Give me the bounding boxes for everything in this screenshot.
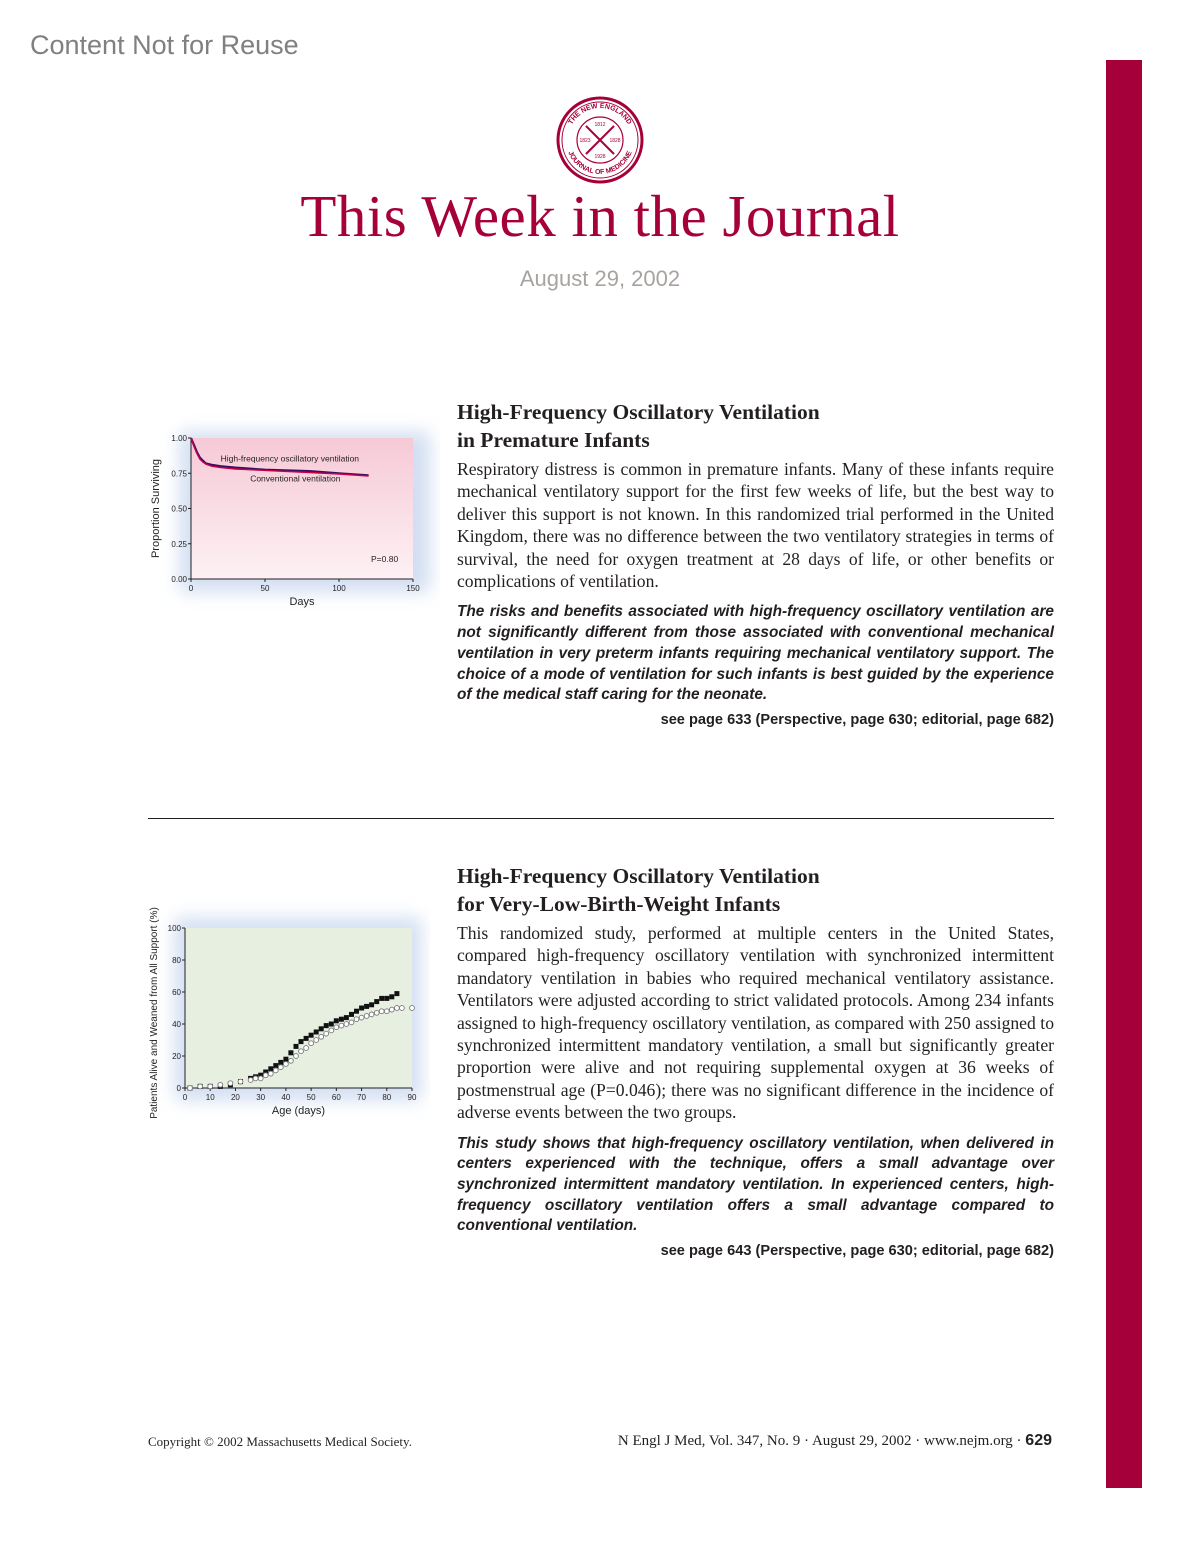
chart2-point-filled: [389, 994, 394, 999]
weaning-chart: [140, 862, 430, 1152]
chart2-y-axis-label: Patients Alive and Weaned from All Support (%): [149, 907, 160, 1119]
chart2-point-open: [218, 1082, 223, 1087]
chart2-point-open: [273, 1068, 278, 1073]
article-1-title: [457, 398, 1054, 454]
seal-year-4: 1928: [594, 154, 606, 160]
chart2-point-open: [369, 1012, 374, 1017]
chart2-point-filled: [334, 1018, 339, 1023]
chart2-point-open: [248, 1078, 253, 1083]
chart2-point-filled: [304, 1036, 309, 1041]
chart1-x-axis-label: Days: [289, 596, 315, 608]
footer-page-number: 629: [1025, 1432, 1052, 1449]
chart2-point-filled: [309, 1033, 314, 1038]
chart2-point-filled: [324, 1023, 329, 1028]
chart2-y-tick-label: 100: [167, 924, 181, 933]
chart1-y-axis-label: Proportion Surviving: [150, 458, 162, 559]
chart2-point-open: [268, 1071, 273, 1076]
chart1-x-tick-label: 50: [260, 584, 270, 593]
article-1-body: Respiratory distress is common in premature infants. Many of these infants require mechanical ventilatory support for the first few weeks of life, but the best way to deliver this support is not known. In this randomized trial performed in the United Kingdom, there was no difference between the two ventilatory strategies in terms of survival, the need for oxygen treatment at 28 days of life, or other benefits or complications of ventilation.: [457, 459, 1054, 592]
chart2-point-open: [334, 1025, 339, 1030]
chart2-x-tick-label: 60: [331, 1093, 341, 1102]
chart2-point-open: [198, 1084, 203, 1089]
article-2-summary: This study shows that high-frequency oscillatory ventilation, when delivered in centers experienced with the technique, offers a small advantage over synchronized intermittent mandatory ventilation. In experienced centers, high-frequency oscillatory ventilation offers a small advantage compared to conventional ventilation.: [457, 1134, 1054, 1235]
chart1-x-tick-label: 150: [406, 584, 420, 593]
article-2-see-page-link[interactable]: see page 643 (Perspective, page 630; editorial, page 682): [660, 1243, 1054, 1260]
chart1-x-tick-label: 0: [188, 584, 194, 593]
chart1-series-label-conventional: Conventional ventilation: [250, 473, 341, 484]
chart2-point-open: [354, 1017, 359, 1022]
section-divider: [148, 818, 1054, 819]
chart2-point-filled: [294, 1044, 299, 1049]
chart2-plot-area: [185, 928, 412, 1088]
chart2-x-tick-label: 0: [182, 1093, 188, 1102]
chart2-point-open: [188, 1086, 193, 1091]
issue-date: August 29, 2002: [519, 266, 681, 291]
chart2-point-open: [395, 1006, 400, 1011]
chart1-series-label-hfov: High-frequency oscillatory ventilation: [220, 453, 360, 464]
chart2-y-tick-label: 40: [172, 1020, 181, 1029]
chart1-y-tick-label: 0.75: [171, 469, 187, 479]
chart2-point-filled: [268, 1066, 273, 1071]
journal-section-title: This Week in the Journal: [300, 183, 900, 249]
chart2-point-open: [349, 1020, 354, 1025]
chart2-point-filled: [273, 1063, 278, 1068]
footer-separator: ·: [1016, 1433, 1022, 1449]
chart2-point-open: [263, 1073, 268, 1078]
seal-year-1: 1812: [594, 122, 606, 128]
chart2-point-filled: [349, 1012, 354, 1017]
chart2-point-open: [359, 1015, 364, 1020]
chart2-point-filled: [339, 1017, 344, 1022]
chart2-point-open: [389, 1007, 394, 1012]
chart2-point-filled: [364, 1004, 369, 1009]
chart2-y-tick-label: 0: [176, 1084, 181, 1093]
article-2: [457, 862, 1054, 1259]
chart1-p-value: P=0.80: [371, 554, 399, 565]
chart2-point-open: [344, 1022, 349, 1027]
chart2-point-open: [278, 1065, 283, 1070]
chart2-point-open: [284, 1062, 289, 1067]
chart2-point-open: [289, 1058, 294, 1063]
chart2-point-filled: [288, 1050, 293, 1055]
chart1-y-tick-label: 0.25: [171, 539, 187, 549]
chart2-point-filled: [369, 1002, 374, 1007]
chart2-point-open: [319, 1034, 324, 1039]
chart2-point-filled: [344, 1015, 349, 1020]
chart2-point-open: [238, 1079, 243, 1084]
chart2-point-filled: [354, 1009, 359, 1014]
survival-chart: [140, 408, 440, 628]
footer-url-link[interactable]: www.nejm.org: [924, 1433, 1013, 1449]
chart1-y-tick-label: 0.00: [171, 575, 187, 584]
chart2-point-open: [364, 1014, 369, 1019]
chart1-x-tick-label: 100: [332, 584, 346, 593]
chart2-point-open: [309, 1041, 314, 1046]
chart2-x-tick-label: 10: [205, 1093, 215, 1102]
chart2-x-tick-label: 50: [306, 1093, 316, 1102]
chart2-x-tick-label: 40: [281, 1093, 291, 1102]
chart2-x-tick-label: 80: [382, 1093, 392, 1102]
chart2-y-tick-label: 60: [172, 988, 181, 997]
chart2-point-open: [314, 1038, 319, 1043]
chart2-point-filled: [278, 1060, 283, 1065]
chart2-point-open: [339, 1023, 344, 1028]
article-1-summary: The risks and benefits associated with high-frequency oscillatory ventilation are not significantly different from those associated with conventional mechanical ventilation in very preterm infants requiring mechanical ventilatory support. The choice of a mode of ventilation for such infants is best guided by the experience of the medical staff caring for the neonate.: [457, 603, 1054, 704]
chart2-point-filled: [319, 1026, 324, 1031]
footer-citation: [618, 1432, 1052, 1450]
chart2-point-filled: [359, 1006, 364, 1011]
watermark-text: Content Not for Reuse: [30, 30, 299, 60]
chart2-point-open: [228, 1081, 233, 1086]
chart1-y-tick-label: 1.00: [171, 434, 187, 443]
chart2-x-tick-label: 90: [407, 1093, 417, 1102]
footer-separator: ·: [915, 1433, 921, 1449]
article-1-see-page-link[interactable]: see page 633 (Perspective, page 630; editorial, page 682): [660, 711, 1054, 728]
chart2-point-open: [304, 1046, 309, 1051]
article-2-title-line-1: High-Frequency Oscillatory Ventilation: [457, 864, 820, 888]
footer-copyright: Copyright © 2002 Massachusetts Medical Society.: [148, 1434, 412, 1449]
article-1: [457, 398, 1054, 728]
article-2-title: [457, 862, 1054, 918]
chart2-x-tick-label: 30: [256, 1093, 266, 1102]
chart2-point-filled: [283, 1057, 288, 1062]
chart2-point-filled: [394, 991, 399, 996]
seal-text-top: THE NEW ENGLAND: [567, 102, 633, 126]
chart2-point-filled: [374, 999, 379, 1004]
chart2-point-filled: [384, 996, 389, 1001]
chart2-y-tick-label: 80: [172, 956, 181, 965]
chart2-point-open: [258, 1076, 263, 1081]
chart2-point-open: [374, 1010, 379, 1015]
chart2-x-axis-label: Age (days): [271, 1105, 326, 1117]
chart2-point-filled: [329, 1022, 334, 1027]
chart2-point-open: [379, 1009, 384, 1014]
chart2-point-open: [294, 1054, 299, 1059]
article-2-body: This randomized study, performed at multiple centers in the United States, compared high-frequency oscillatory ventilation with synchronized intermittent mandatory ventilation in babies who required mechanical ventilatory assistance. Ventilators were adjusted according to strict validated protocols. Among 234 infants assigned to high-frequency oscillatory ventilation, as compared with 250 assigned to synchronized intermittent mandatory ventilation, a small but significantly greater proportion were alive and not requiring supplemental oxygen at 36 weeks of postmenstrual age (P=0.046); there was no significant difference in the incidence of adverse events between the two groups.: [457, 923, 1054, 1123]
footer-separator: ·: [804, 1433, 810, 1449]
article-1-title-line-2: in Premature Infants: [457, 428, 650, 452]
chart2-point-open: [329, 1028, 334, 1033]
footer-date: August 29, 2002: [811, 1433, 912, 1449]
chart2-point-open: [400, 1006, 405, 1011]
chart2-point-open: [324, 1031, 329, 1036]
chart2-point-filled: [314, 1030, 319, 1035]
footer-journal-citation: N Engl J Med, Vol. 347, No. 9: [617, 1433, 801, 1449]
chart1-y-tick-label: 0.50: [171, 504, 187, 514]
chart2-y-tick-label: 20: [172, 1052, 181, 1061]
article-1-title-line-1: High-Frequency Oscillatory Ventilation: [457, 400, 820, 424]
chart2-point-open: [208, 1084, 213, 1089]
chart2-x-tick-label: 70: [357, 1093, 367, 1102]
journal-seal-logo: [556, 96, 644, 184]
chart2-point-open: [253, 1076, 258, 1081]
seal-year-3: 1828: [609, 138, 621, 144]
seal-text-bottom: JOURNAL OF MEDICINE: [566, 150, 634, 177]
article-2-title-line-2: for Very-Low-Birth-Weight Infants: [457, 892, 781, 916]
chart2-point-open: [299, 1049, 304, 1054]
chart2-point-filled: [379, 996, 384, 1001]
chart2-point-open: [384, 1009, 389, 1014]
chart2-x-tick-label: 20: [230, 1093, 240, 1102]
chart2-point-open: [410, 1006, 415, 1011]
chart2-point-filled: [299, 1039, 304, 1044]
seal-year-2: 1823: [579, 138, 591, 144]
